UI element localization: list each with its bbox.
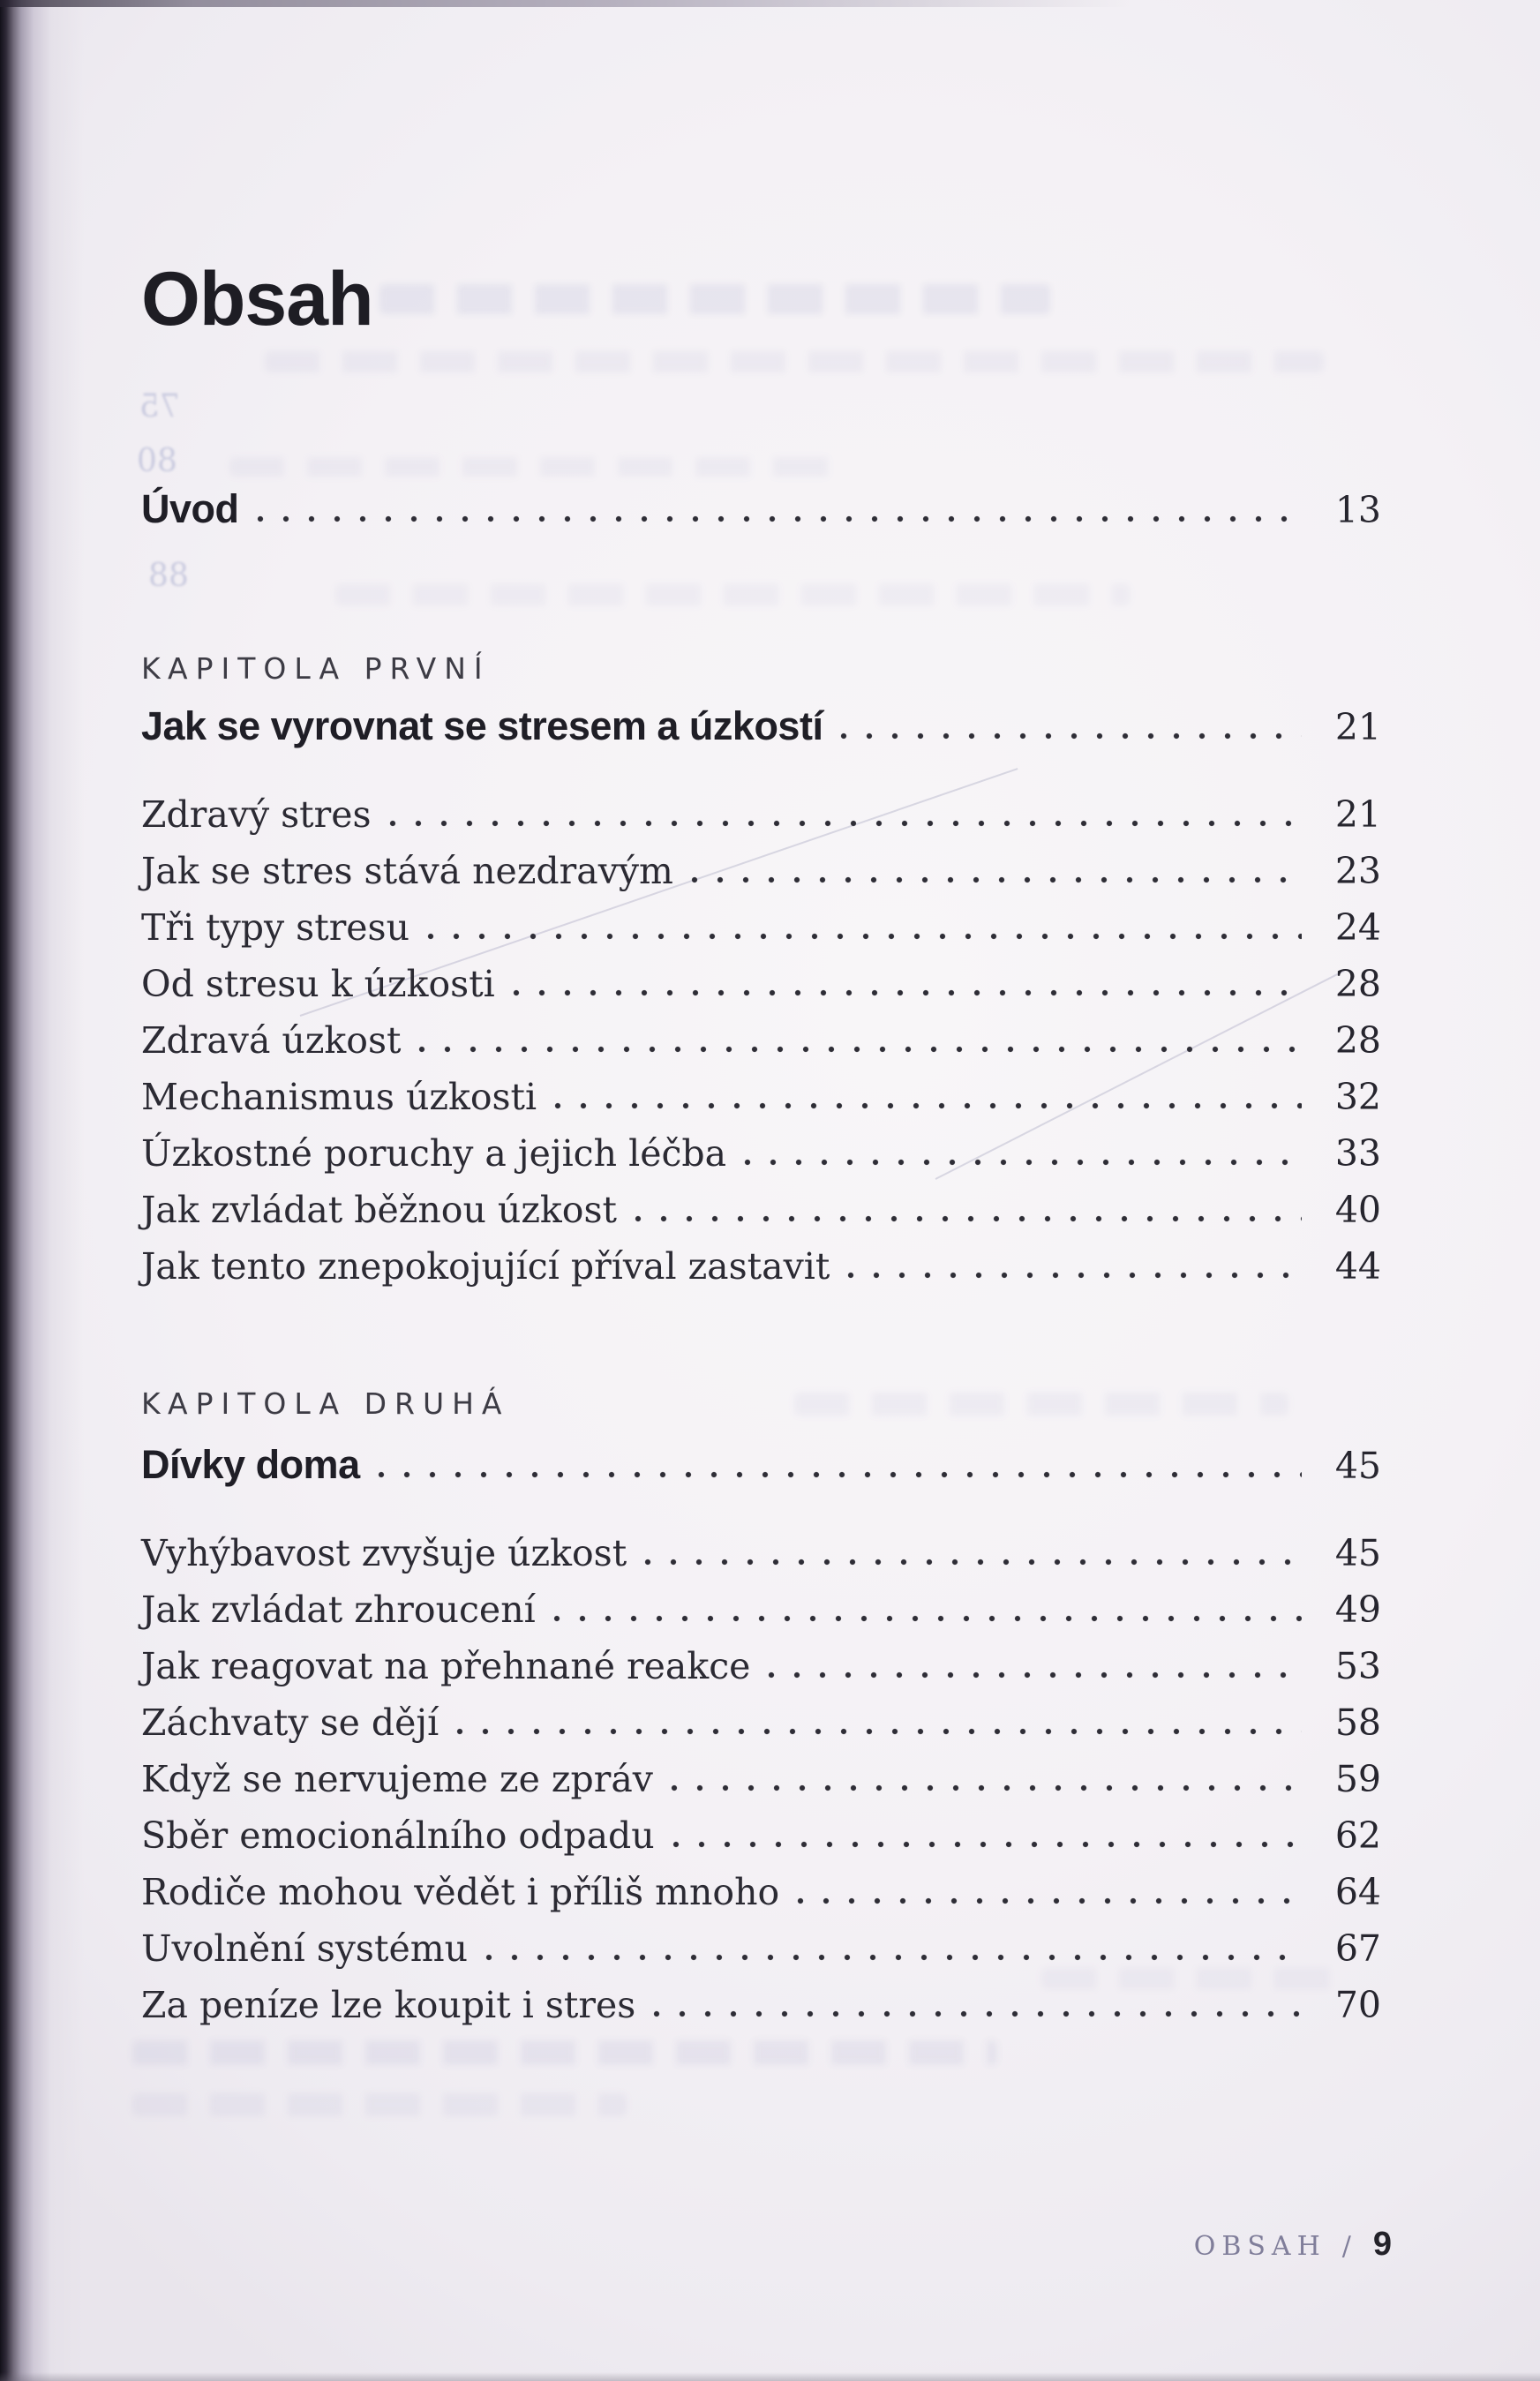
dot-leader xyxy=(553,1615,1302,1622)
dot-leader xyxy=(456,1728,1302,1735)
toc-entry-label: Rodiče mohou vědět i příliš mnoho xyxy=(141,1871,780,1913)
page-title: Obsah xyxy=(141,257,373,342)
toc-entry-page: 59 xyxy=(1334,1758,1381,1800)
toc-entry-label: Za peníze lze koupit i stres xyxy=(141,1984,636,2026)
toc-entry xyxy=(141,1701,1381,1744)
toc-entry xyxy=(141,1871,1381,1913)
toc-entry-page: 28 xyxy=(1334,1019,1381,1062)
toc-entry-page: 62 xyxy=(1334,1814,1381,1857)
toc-entry-label: Jak reagovat na přehnané reakce xyxy=(141,1645,751,1687)
dot-leader xyxy=(635,1215,1302,1222)
dot-leader xyxy=(554,1102,1302,1109)
dot-leader xyxy=(744,1159,1302,1166)
chapter-page: 45 xyxy=(1334,1445,1381,1487)
chapter-page: 21 xyxy=(1334,706,1381,748)
toc-entry xyxy=(141,1927,1381,1970)
chapter-kicker: KAPITOLA PRVNÍ xyxy=(141,651,491,686)
toc-entry-page: 32 xyxy=(1334,1076,1381,1118)
toc-entry xyxy=(141,1132,1381,1175)
dot-leader xyxy=(653,2010,1302,2017)
toc-entry xyxy=(141,1019,1381,1062)
dot-leader xyxy=(691,876,1302,883)
dot-leader xyxy=(418,1046,1302,1053)
chapter-entries xyxy=(141,793,1381,1288)
toc-entry-label: Zdravý stres xyxy=(141,793,372,836)
dot-leader xyxy=(513,989,1302,996)
chapter-entries xyxy=(141,1532,1381,2026)
toc-entry-page: 40 xyxy=(1334,1189,1381,1231)
toc-entry xyxy=(141,1532,1381,1574)
toc-entry xyxy=(141,963,1381,1005)
toc-entry xyxy=(141,1589,1381,1631)
toc-entry-label: Vyhýbavost zvyšuje úzkost xyxy=(141,1532,627,1574)
bleedthrough-page-number: 88 xyxy=(148,558,189,594)
toc-entry-label: Jak zvládat běžnou úzkost xyxy=(141,1189,617,1231)
toc-entry-page: 45 xyxy=(1334,1532,1381,1574)
toc-entry-page: 58 xyxy=(1334,1701,1381,1744)
toc-entry-label: Jak zvládat zhroucení xyxy=(141,1589,536,1631)
toc-entry xyxy=(141,1076,1381,1118)
dot-leader xyxy=(671,1784,1302,1791)
dot-leader xyxy=(847,1272,1302,1279)
chapter-title: Jak se vyrovnat se stresem a úzkostí xyxy=(141,703,823,748)
toc-entry-label: Úvod xyxy=(141,486,239,531)
toc-entry-page: 23 xyxy=(1334,850,1381,892)
toc-entry xyxy=(141,906,1381,949)
bleedthrough-smudge xyxy=(132,2040,997,2065)
toc-entry-page: 44 xyxy=(1334,1245,1381,1288)
chapter-kicker: KAPITOLA DRUHÁ xyxy=(141,1386,510,1421)
toc-entry-page: 21 xyxy=(1334,793,1381,836)
toc-entry-label: Tři typy stresu xyxy=(141,906,409,949)
toc-entry xyxy=(141,850,1381,892)
dot-leader xyxy=(389,820,1302,827)
toc-entry xyxy=(141,1984,1381,2026)
toc-entry xyxy=(141,1245,1381,1288)
toc-entry xyxy=(141,1189,1381,1231)
scan-gutter-shadow xyxy=(0,0,84,2381)
dot-leader xyxy=(768,1671,1302,1679)
dot-leader xyxy=(672,1841,1302,1848)
bleedthrough-page-number: 75 xyxy=(139,388,180,424)
dot-leader xyxy=(427,933,1302,940)
toc-entry-label: Sběr emocionálního odpadu xyxy=(141,1814,655,1857)
toc-entry-label: Záchvaty se dějí xyxy=(141,1701,439,1744)
toc-entry xyxy=(141,486,1381,531)
bleedthrough-page-number: 80 xyxy=(137,443,177,479)
dot-leader xyxy=(840,732,1302,740)
footer-page-number: 9 xyxy=(1372,2226,1392,2263)
toc-entry-page: 64 xyxy=(1334,1871,1381,1913)
toc-entry-page: 33 xyxy=(1334,1132,1381,1175)
toc-entry-page: 67 xyxy=(1334,1927,1381,1970)
footer-section-label: OBSAH xyxy=(1193,2231,1326,2262)
toc-entry-label: Úzkostné poruchy a jejich léčba xyxy=(141,1132,727,1175)
dot-leader xyxy=(644,1559,1302,1566)
dot-leader xyxy=(378,1471,1302,1478)
chapter-title-row xyxy=(141,1442,1381,1487)
dot-leader xyxy=(257,515,1303,522)
toc-entry-label: Když se nervujeme ze zpráv xyxy=(141,1758,653,1800)
toc-entry-page: 24 xyxy=(1334,906,1381,949)
toc-entry xyxy=(141,1645,1381,1687)
toc-entry-label: Jak tento znepokojující příval zastavit xyxy=(141,1245,830,1288)
toc-entry-label: Mechanismus úzkosti xyxy=(141,1076,537,1118)
scan-bottom-edge-shadow xyxy=(0,2372,1540,2381)
dot-leader xyxy=(797,1897,1302,1904)
toc-entry xyxy=(141,1814,1381,1857)
toc-entry-label: Od stresu k úzkosti xyxy=(141,963,495,1005)
toc-entry-label: Zdravá úzkost xyxy=(141,1019,402,1062)
toc-entry xyxy=(141,1758,1381,1800)
toc-entry-page: 53 xyxy=(1334,1645,1381,1687)
toc-entry-label: Jak se stres stává nezdravým xyxy=(141,850,673,892)
toc-entry-page: 13 xyxy=(1334,489,1381,531)
toc-entry-page: 49 xyxy=(1334,1589,1381,1631)
page-footer xyxy=(1194,2226,1392,2264)
dot-leader xyxy=(485,1954,1302,1961)
chapter-title: Dívky doma xyxy=(141,1442,360,1487)
toc-entry-label: Uvolnění systému xyxy=(141,1927,469,1970)
toc-content xyxy=(141,0,1381,2024)
bleedthrough-smudge xyxy=(132,2093,627,2116)
toc-entry-page: 28 xyxy=(1334,963,1381,1005)
toc-entry xyxy=(141,793,1381,836)
toc-entry-page: 70 xyxy=(1334,1984,1381,2026)
footer-separator: / xyxy=(1341,2231,1357,2262)
chapter-title-row xyxy=(141,703,1381,748)
